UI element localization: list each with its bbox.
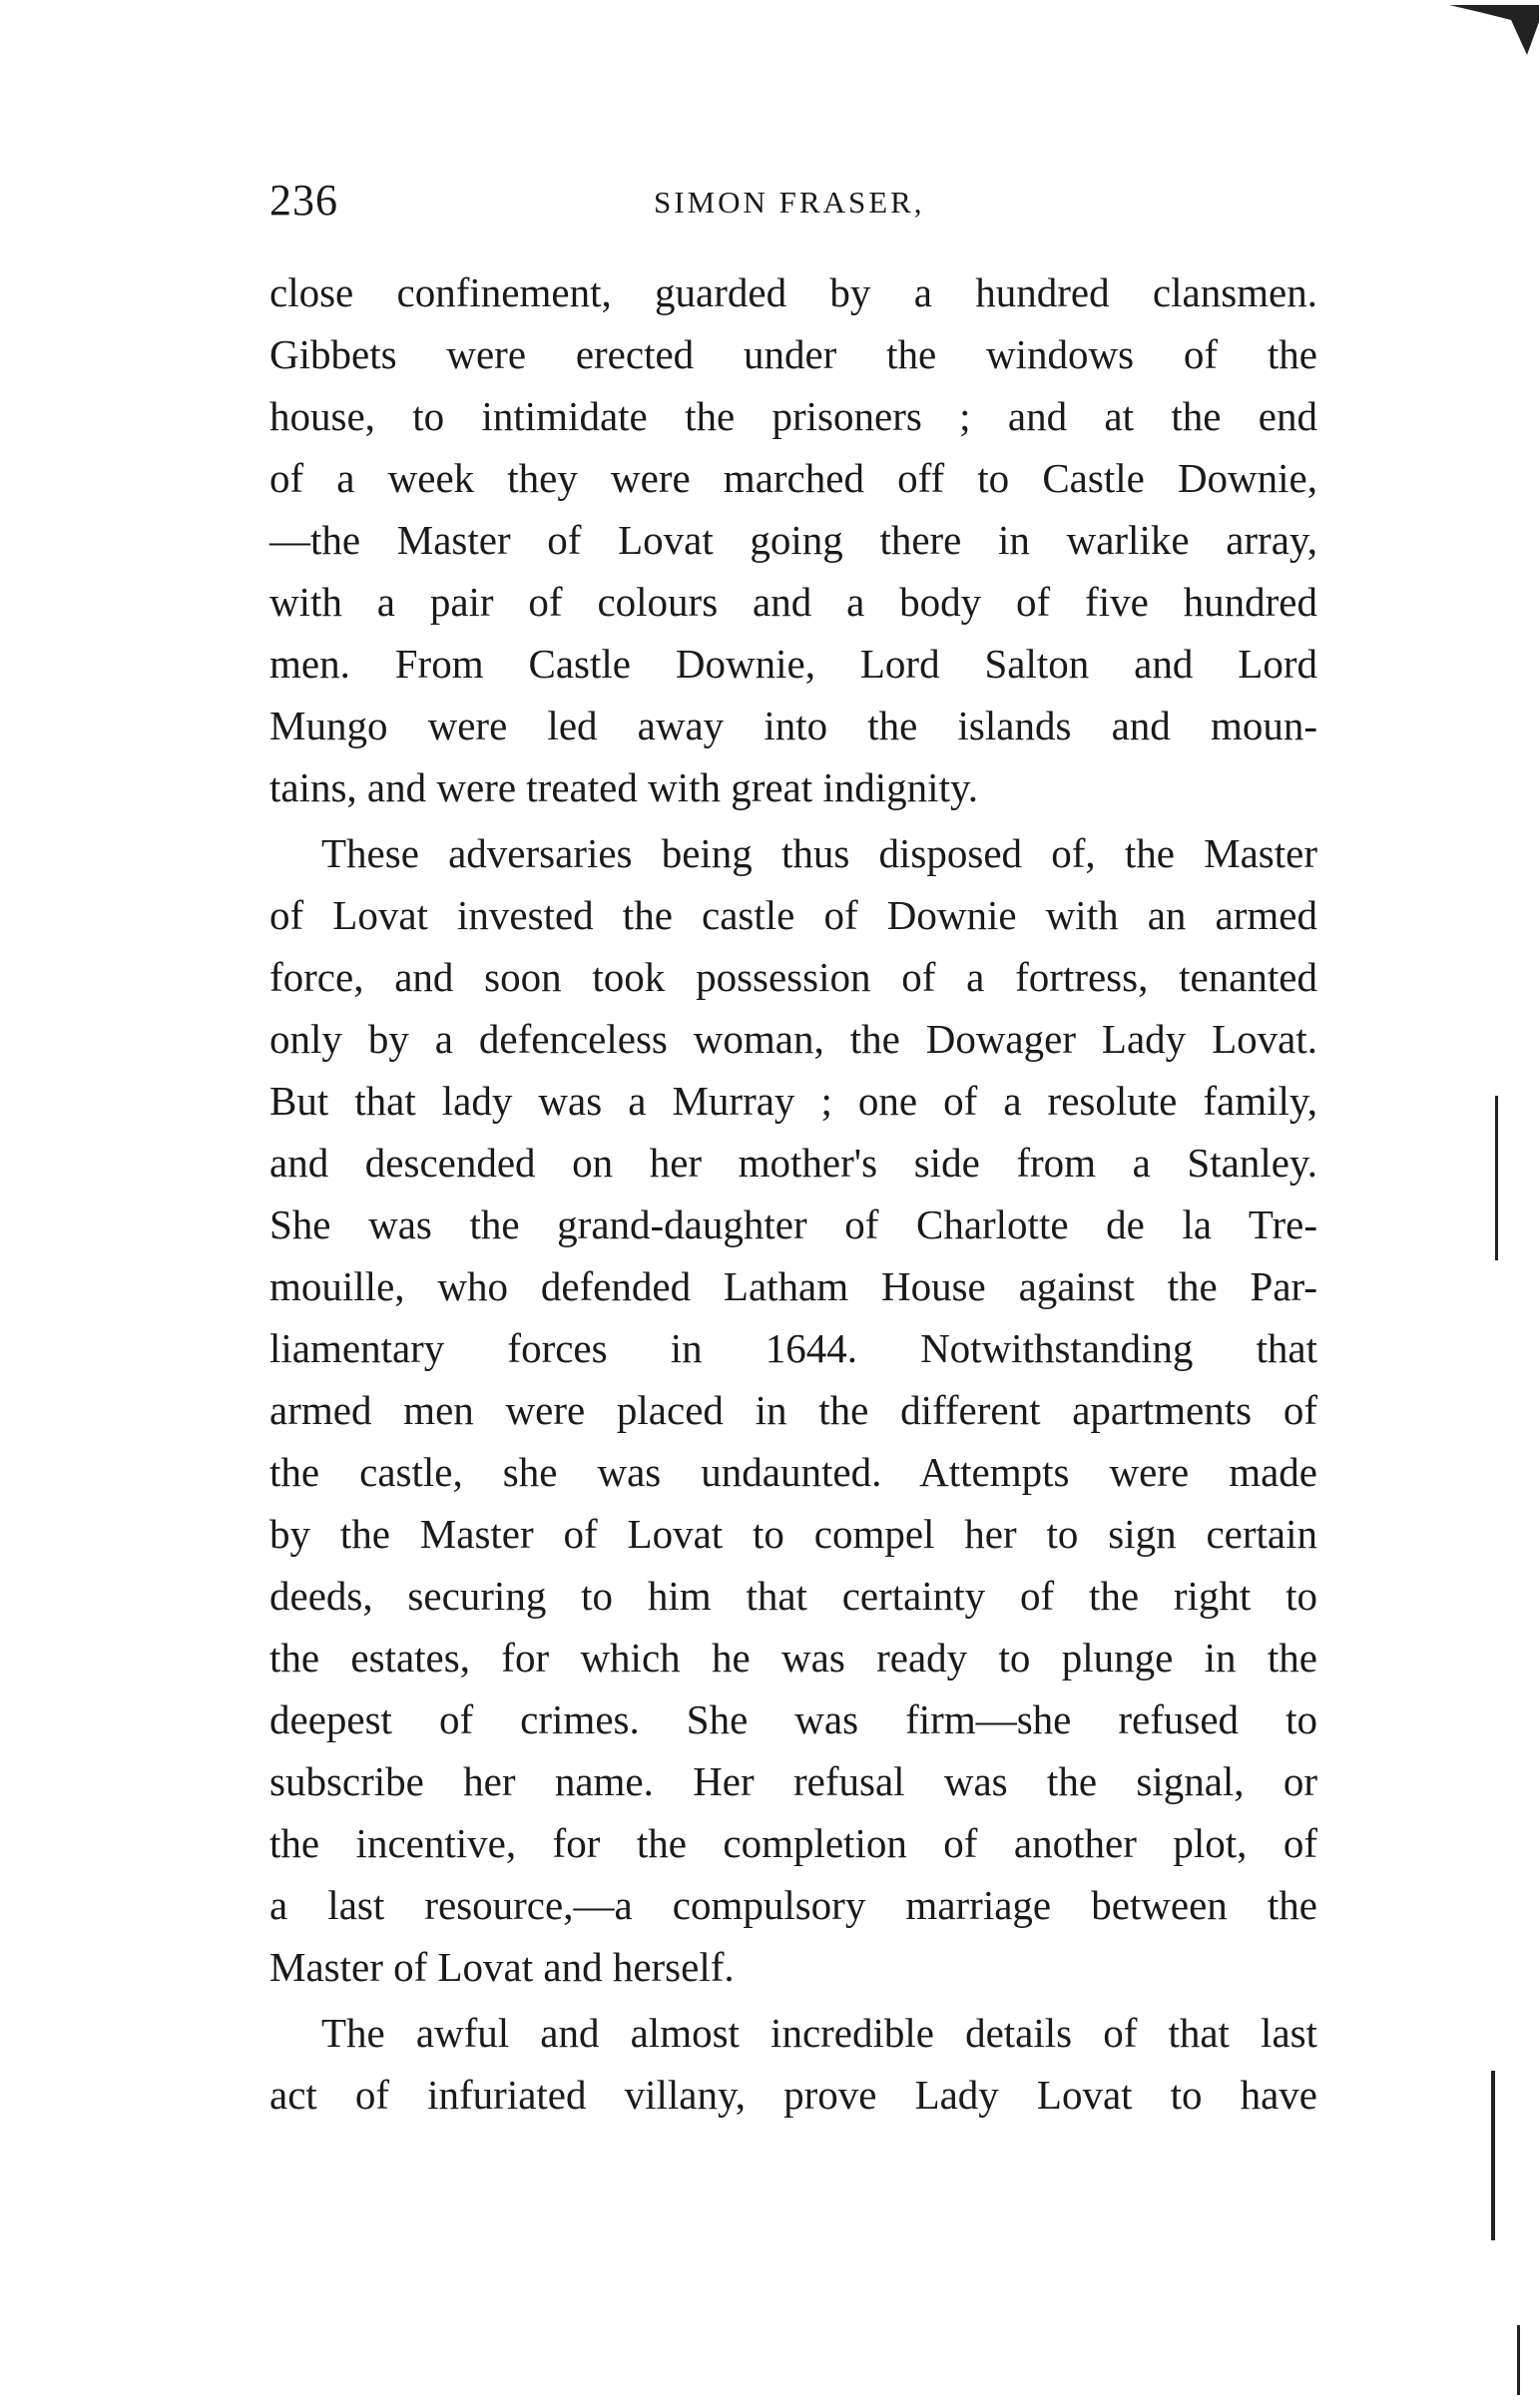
text-line: deeds, securing to him that certainty of the right to <box>269 1573 1317 1619</box>
text-line: a last resource,—a compulsory marriage between the <box>269 1882 1317 1928</box>
body-text <box>269 261 1317 2126</box>
page-number: 236 <box>269 176 338 225</box>
paragraph <box>269 2002 1317 2126</box>
text-line: These adversaries being thus disposed of, the Master <box>321 830 1317 876</box>
text-line: by the Master of Lovat to compel her to sign certain <box>269 1511 1317 1557</box>
scan-edge-line <box>1517 2325 1520 2395</box>
text-line: of a week they were marched off to Castle Downie, <box>269 455 1317 501</box>
text-line: liamentary forces in 1644. Notwithstanding that <box>269 1325 1317 1371</box>
text-line: tains, and were treated with great indignity. <box>269 764 979 810</box>
text-line: armed men were placed in the different apartments of <box>269 1387 1317 1433</box>
text-line: The awful and almost incredible details of that last <box>321 2010 1317 2056</box>
text-line: the incentive, for the completion of another plot, of <box>269 1820 1317 1866</box>
text-line: and descended on her mother's side from a Stanley. <box>269 1140 1317 1186</box>
text-line: subscribe her name. Her refusal was the signal, or <box>269 1758 1317 1804</box>
text-line: men. From Castle Downie, Lord Salton and Lord <box>269 641 1317 687</box>
text-line: Master of Lovat and herself. <box>269 1944 735 1990</box>
scan-edge-line <box>1491 2071 1495 2240</box>
text-line: only by a defenceless woman, the Dowager Lady Lovat. <box>269 1016 1317 1062</box>
paragraph <box>269 822 1317 1998</box>
text-line: force, and soon took possession of a fortress, tenanted <box>269 954 1317 1000</box>
text-line: close confinement, guarded by a hundred clansmen. <box>269 269 1317 315</box>
text-line: act of infuriated villany, prove Lady Lovat to have <box>269 2072 1317 2118</box>
paragraph <box>269 261 1317 818</box>
text-line: of Lovat invested the castle of Downie with an armed <box>269 892 1317 938</box>
text-line: She was the grand-daughter of Charlotte de la Tre- <box>269 1202 1317 1247</box>
text-line: with a pair of colours and a body of five hundred <box>269 579 1317 625</box>
scan-edge-line <box>1495 1096 1498 1260</box>
text-line: mouille, who defended Latham House against the Par- <box>269 1263 1317 1309</box>
scan-corner-mark <box>1449 0 1539 60</box>
text-line: Mungo were led away into the islands and moun- <box>269 703 1317 748</box>
text-line: Gibbets were erected under the windows of the <box>269 331 1317 377</box>
text-line: house, to intimidate the prisoners ; and at the end <box>269 393 1317 439</box>
running-head <box>269 175 1317 244</box>
text-line: But that lady was a Murray ; one of a resolute family, <box>269 1078 1317 1124</box>
text-line: —the Master of Lovat going there in warlike array, <box>269 517 1317 563</box>
text-line: the castle, she was undaunted. Attempts were made <box>269 1449 1317 1495</box>
text-line: deepest of crimes. She was firm—she refused to <box>269 1696 1317 1742</box>
text-line: the estates, for which he was ready to plunge in the <box>269 1635 1317 1681</box>
running-title: SIMON FRASER, <box>654 185 925 220</box>
